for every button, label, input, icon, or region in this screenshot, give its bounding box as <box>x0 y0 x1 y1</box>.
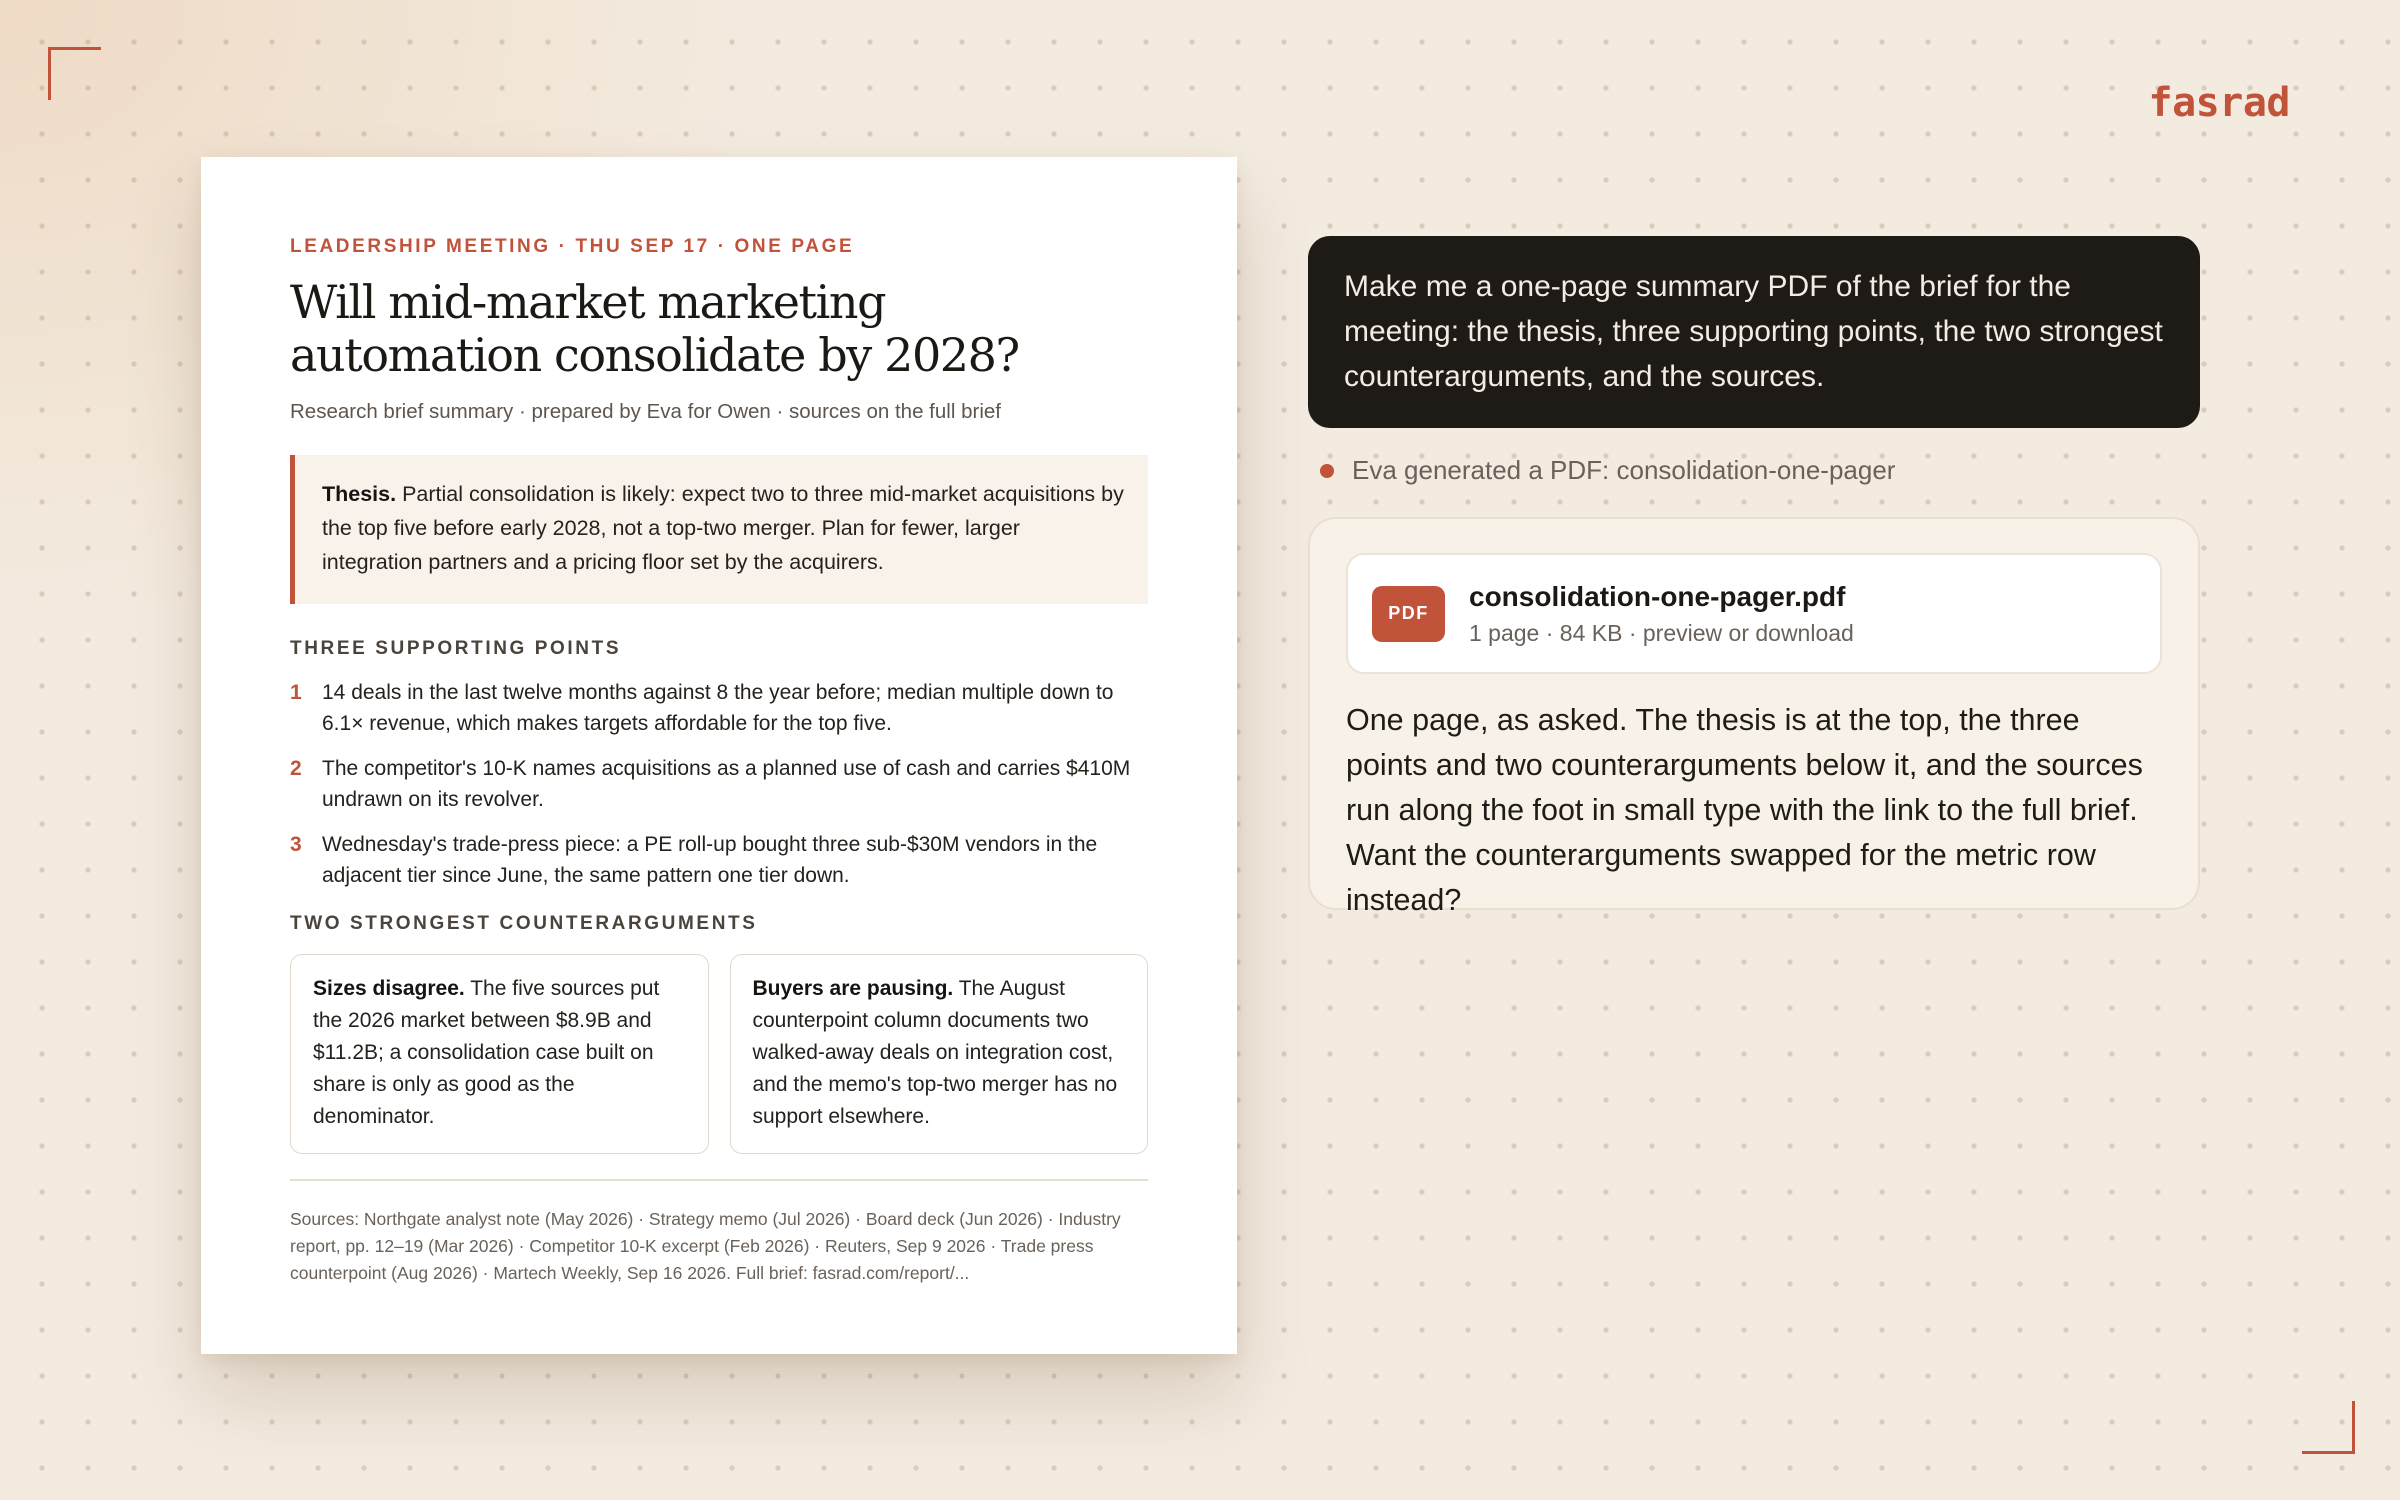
point-text: Wednesday's trade-press piece: a PE roll-up bought three sub-$30M vendors in the adjacent tier since June, the same pattern one tier down. <box>322 833 1098 887</box>
point-number: 2 <box>290 757 302 780</box>
sources-divider <box>290 1179 1148 1181</box>
counterargument-card <box>290 954 709 1154</box>
point-number: 3 <box>290 833 302 856</box>
counterarguments-row <box>290 954 1148 1154</box>
brand-logo: fasrad <box>2148 80 2290 126</box>
counterargument-text: The five sources put the 2026 market between $8.9B and $11.2B; a consolidation case built on share is only as good as the denominator. <box>313 977 660 1128</box>
attachment-details <box>1469 581 1854 647</box>
user-message-bubble <box>1308 236 2200 428</box>
pdf-preview-page <box>201 157 1237 1354</box>
document-eyebrow: LEADERSHIP MEETING · THU SEP 17 · ONE PAGE <box>290 236 855 257</box>
counterarguments-heading: TWO STRONGEST COUNTERARGUMENTS <box>290 913 758 934</box>
status-text: Eva generated a PDF: consolidation-one-pager <box>1352 455 1896 485</box>
supporting-point <box>290 677 1148 739</box>
supporting-point <box>290 753 1148 815</box>
counterargument-text: The August counterpoint column documents two walked-away deals on integration cost, and the memo's top-two merger has no support elsewhere. <box>752 977 1118 1128</box>
attachment-filename: consolidation-one-pager.pdf <box>1469 580 1846 612</box>
thesis-text: Partial consolidation is likely: expect two to three mid-market acquisitions by the top five before early 2028, not a top-two merger. Plan for fewer, larger integration partners and a pricing floor set by the acquirers. <box>322 482 1124 574</box>
thesis-callout <box>290 455 1148 604</box>
point-text: 14 deals in the last twelve months against 8 the year before; median multiple down to 6.1× revenue, which makes targets affordable for the top five. <box>322 681 1114 735</box>
counterargument-label: Buyers are pausing. <box>752 977 954 1000</box>
point-number: 1 <box>290 681 302 704</box>
document-subtitle: Research brief summary · prepared by Eva for Owen · sources on the full brief <box>290 400 1001 423</box>
sources-footnote: Sources: Northgate analyst note (May 2026) · Strategy memo (Jul 2026) · Board deck (Jun 2026) · Industry report, pp. 12–19 (Mar 2026) · Competitor 10-K excerpt (Feb 2026) · Reuters, Sep 9 2026 · Trade press counterpoint (Aug 2026) · Martech Weekly, Sep 16 2026. Full brief: fasrad.com/report/... <box>290 1209 1121 1283</box>
counterargument-label: Sizes disagree. <box>313 977 465 1000</box>
supporting-points-heading: THREE SUPPORTING POINTS <box>290 638 622 659</box>
supporting-points-list <box>290 677 1148 891</box>
assistant-message-text: One page, as asked. The thesis is at the top, the three points and two counterarguments below it, and the sources run along the foot in small type with the link to the full brief. Want the counterarguments swapped for the metric row instead? <box>1346 703 2143 917</box>
generation-status <box>1320 455 1895 486</box>
thesis-label: Thesis. <box>322 482 397 506</box>
corner-bracket-bottom-right <box>2302 1401 2355 1454</box>
pdf-attachment[interactable] <box>1346 553 2162 674</box>
corner-bracket-top-left <box>48 47 101 100</box>
document-title: Will mid-market marketing automation consolidate by 2028? <box>290 275 1019 382</box>
user-message-text: Make me a one-page summary PDF of the brief for the meeting: the thesis, three supporting points, the two strongest counterarguments, and the sources. <box>1344 270 2163 393</box>
counterargument-card <box>730 954 1149 1154</box>
attachment-meta: 1 page · 84 KB · preview or download <box>1469 619 1854 646</box>
supporting-point <box>290 829 1148 891</box>
pdf-file-icon: PDF <box>1372 586 1445 642</box>
point-text: The competitor's 10-K names acquisitions as a planned use of cash and carries $410M undrawn on its revolver. <box>322 757 1131 811</box>
assistant-message-card <box>1308 517 2200 917</box>
status-dot-icon <box>1320 464 1334 478</box>
